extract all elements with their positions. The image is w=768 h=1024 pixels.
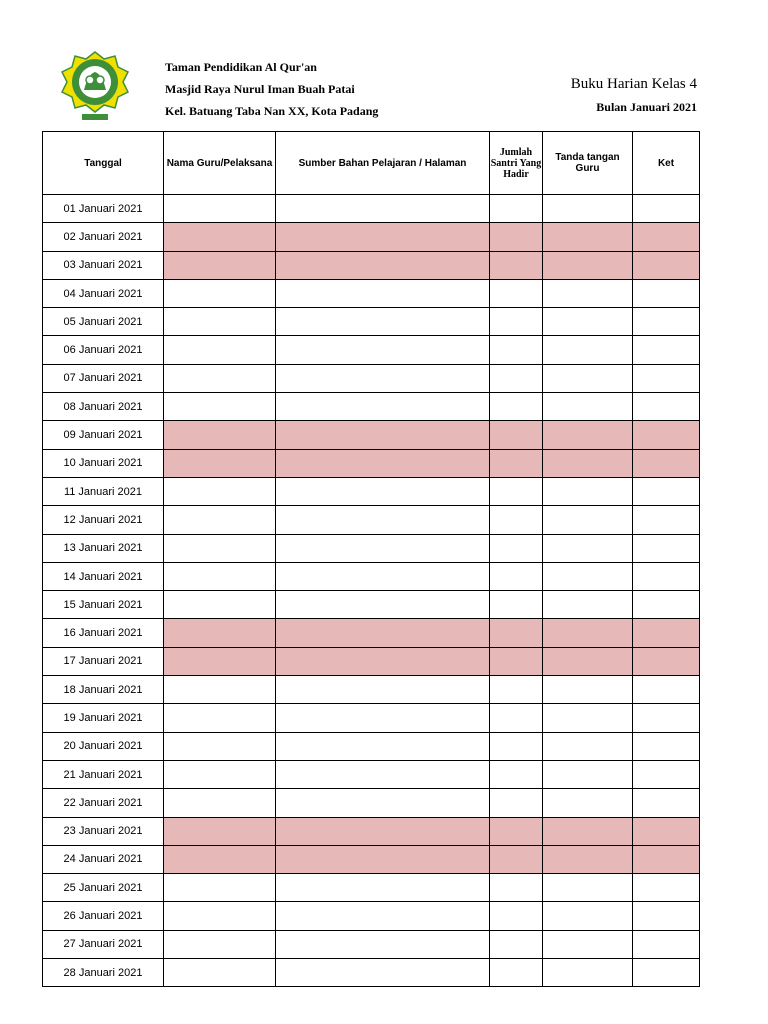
teacher-cell[interactable]: [164, 704, 276, 732]
teacher-cell[interactable]: [164, 421, 276, 449]
teacher-cell[interactable]: [164, 477, 276, 505]
date-cell: 12 Januari 2021: [43, 506, 164, 534]
material-cell[interactable]: [276, 195, 490, 223]
month-label: Bulan Januari 2021: [596, 100, 697, 114]
attendance-cell[interactable]: [490, 676, 543, 704]
date-cell: 13 Januari 2021: [43, 534, 164, 562]
date-cell: 07 Januari 2021: [43, 364, 164, 392]
table-row: [43, 534, 700, 562]
teacher-cell[interactable]: [164, 760, 276, 788]
material-cell[interactable]: [276, 959, 490, 987]
attendance-cell[interactable]: [490, 421, 543, 449]
material-cell[interactable]: [276, 619, 490, 647]
table-row: [43, 421, 700, 449]
teacher-cell[interactable]: [164, 506, 276, 534]
signature-cell[interactable]: [543, 308, 633, 336]
date-cell: 16 Januari 2021: [43, 619, 164, 647]
notes-cell[interactable]: [633, 619, 700, 647]
date-cell: 02 Januari 2021: [43, 223, 164, 251]
attendance-cell[interactable]: [490, 817, 543, 845]
attendance-cell[interactable]: [490, 845, 543, 873]
signature-cell[interactable]: [543, 591, 633, 619]
notes-cell[interactable]: [633, 789, 700, 817]
material-cell[interactable]: [276, 817, 490, 845]
date-cell: 06 Januari 2021: [43, 336, 164, 364]
notes-cell[interactable]: [633, 279, 700, 307]
notes-cell[interactable]: [633, 562, 700, 590]
material-cell[interactable]: [276, 251, 490, 279]
teacher-cell[interactable]: [164, 393, 276, 421]
notes-cell[interactable]: [633, 760, 700, 788]
attendance-cell[interactable]: [490, 506, 543, 534]
date-cell: 15 Januari 2021: [43, 591, 164, 619]
table-row: [43, 336, 700, 364]
mosque-name: Masjid Raya Nurul Iman Buah Patai: [165, 82, 355, 96]
notes-cell[interactable]: [633, 506, 700, 534]
table-row: [43, 562, 700, 590]
material-cell[interactable]: [276, 364, 490, 392]
table-row: [43, 393, 700, 421]
attendance-cell[interactable]: [490, 534, 543, 562]
date-cell: 19 Januari 2021: [43, 704, 164, 732]
school-info: [165, 59, 378, 125]
signature-cell[interactable]: [543, 732, 633, 760]
table-row: [43, 449, 700, 477]
table-row: [43, 789, 700, 817]
attendance-cell[interactable]: [490, 393, 543, 421]
table-row: [43, 251, 700, 279]
table-row: [43, 704, 700, 732]
attendance-cell[interactable]: [490, 591, 543, 619]
signature-cell[interactable]: [543, 336, 633, 364]
teacher-cell[interactable]: [164, 817, 276, 845]
teacher-cell[interactable]: [164, 195, 276, 223]
date-cell: 01 Januari 2021: [43, 195, 164, 223]
material-cell[interactable]: [276, 477, 490, 505]
notes-cell[interactable]: [633, 449, 700, 477]
table-header-row: [43, 132, 700, 195]
daily-log-table: [42, 131, 700, 987]
material-cell[interactable]: [276, 308, 490, 336]
signature-cell[interactable]: [543, 874, 633, 902]
table-row: [43, 223, 700, 251]
teacher-cell[interactable]: [164, 336, 276, 364]
material-cell[interactable]: [276, 534, 490, 562]
material-cell[interactable]: [276, 647, 490, 675]
table-row: [43, 760, 700, 788]
notes-cell[interactable]: [633, 195, 700, 223]
teacher-cell[interactable]: [164, 308, 276, 336]
attendance-cell[interactable]: [490, 223, 543, 251]
teacher-cell[interactable]: [164, 845, 276, 873]
table-row: [43, 676, 700, 704]
school-logo: [60, 50, 130, 125]
table-row: [43, 845, 700, 873]
material-cell[interactable]: [276, 393, 490, 421]
attendance-cell[interactable]: [490, 195, 543, 223]
notes-cell[interactable]: [633, 591, 700, 619]
table-row: [43, 308, 700, 336]
signature-cell[interactable]: [543, 195, 633, 223]
col-header-signature: Tanda tangan Guru: [543, 132, 633, 195]
address: Kel. Batuang Taba Nan XX, Kota Padang: [165, 104, 379, 118]
attendance-cell[interactable]: [490, 279, 543, 307]
table-row: [43, 902, 700, 930]
date-cell: 09 Januari 2021: [43, 421, 164, 449]
date-cell: 11 Januari 2021: [43, 477, 164, 505]
notes-cell[interactable]: [633, 817, 700, 845]
date-cell: 05 Januari 2021: [43, 308, 164, 336]
material-cell[interactable]: [276, 591, 490, 619]
attendance-cell[interactable]: [490, 308, 543, 336]
notes-cell[interactable]: [633, 647, 700, 675]
teacher-cell[interactable]: [164, 591, 276, 619]
col-header-attendance: Jumlah Santri Yang Hadir: [490, 132, 543, 195]
notes-cell[interactable]: [633, 364, 700, 392]
material-cell[interactable]: [276, 676, 490, 704]
col-header-teacher: Nama Guru/Pelaksana: [164, 132, 276, 195]
notes-cell[interactable]: [633, 534, 700, 562]
table-row: [43, 477, 700, 505]
attendance-cell[interactable]: [490, 789, 543, 817]
material-cell[interactable]: [276, 760, 490, 788]
signature-cell[interactable]: [543, 959, 633, 987]
signature-cell[interactable]: [543, 562, 633, 590]
teacher-cell[interactable]: [164, 789, 276, 817]
teacher-cell[interactable]: [164, 534, 276, 562]
material-cell[interactable]: [276, 506, 490, 534]
table-row: [43, 647, 700, 675]
material-cell[interactable]: [276, 732, 490, 760]
material-cell[interactable]: [276, 562, 490, 590]
signature-cell[interactable]: [543, 704, 633, 732]
teacher-cell[interactable]: [164, 619, 276, 647]
notes-cell[interactable]: [633, 421, 700, 449]
col-header-material: Sumber Bahan Pelajaran / Halaman: [276, 132, 490, 195]
material-cell[interactable]: [276, 845, 490, 873]
attendance-cell[interactable]: [490, 704, 543, 732]
attendance-cell[interactable]: [490, 874, 543, 902]
table-row: [43, 619, 700, 647]
signature-cell[interactable]: [543, 251, 633, 279]
teacher-cell[interactable]: [164, 449, 276, 477]
date-cell: 27 Januari 2021: [43, 930, 164, 958]
col-header-notes: Ket: [633, 132, 700, 195]
attendance-cell[interactable]: [490, 760, 543, 788]
date-cell: 24 Januari 2021: [43, 845, 164, 873]
signature-cell[interactable]: [543, 534, 633, 562]
date-cell: 25 Januari 2021: [43, 874, 164, 902]
attendance-cell[interactable]: [490, 449, 543, 477]
material-cell[interactable]: [276, 449, 490, 477]
teacher-cell[interactable]: [164, 364, 276, 392]
signature-cell[interactable]: [543, 845, 633, 873]
teacher-cell[interactable]: [164, 279, 276, 307]
signature-cell[interactable]: [543, 477, 633, 505]
table-row: [43, 279, 700, 307]
signature-cell[interactable]: [543, 789, 633, 817]
signature-cell[interactable]: [543, 817, 633, 845]
date-cell: 04 Januari 2021: [43, 279, 164, 307]
date-cell: 18 Januari 2021: [43, 676, 164, 704]
notes-cell[interactable]: [633, 251, 700, 279]
teacher-cell[interactable]: [164, 902, 276, 930]
table-row: [43, 364, 700, 392]
notes-cell[interactable]: [633, 676, 700, 704]
date-cell: 26 Januari 2021: [43, 902, 164, 930]
material-cell[interactable]: [276, 874, 490, 902]
school-name: Taman Pendidikan Al Qur'an: [165, 60, 317, 74]
table-row: [43, 959, 700, 987]
notes-cell[interactable]: [633, 477, 700, 505]
attendance-cell[interactable]: [490, 477, 543, 505]
date-cell: 14 Januari 2021: [43, 562, 164, 590]
teacher-cell[interactable]: [164, 930, 276, 958]
teacher-cell[interactable]: [164, 874, 276, 902]
date-cell: 08 Januari 2021: [43, 393, 164, 421]
notes-cell[interactable]: [633, 930, 700, 958]
date-cell: 10 Januari 2021: [43, 449, 164, 477]
date-cell: 28 Januari 2021: [43, 959, 164, 987]
date-cell: 22 Januari 2021: [43, 789, 164, 817]
teacher-cell[interactable]: [164, 251, 276, 279]
signature-cell[interactable]: [543, 393, 633, 421]
attendance-cell[interactable]: [490, 647, 543, 675]
material-cell[interactable]: [276, 279, 490, 307]
material-cell[interactable]: [276, 223, 490, 251]
table-row: [43, 930, 700, 958]
signature-cell[interactable]: [543, 647, 633, 675]
material-cell[interactable]: [276, 902, 490, 930]
attendance-cell[interactable]: [490, 336, 543, 364]
attendance-cell[interactable]: [490, 930, 543, 958]
teacher-cell[interactable]: [164, 732, 276, 760]
page-title: Buku Harian Kelas 4: [570, 76, 697, 92]
notes-cell[interactable]: [633, 732, 700, 760]
table-row: [43, 591, 700, 619]
signature-cell[interactable]: [543, 760, 633, 788]
teacher-cell[interactable]: [164, 676, 276, 704]
signature-cell[interactable]: [543, 676, 633, 704]
signature-cell[interactable]: [543, 902, 633, 930]
notes-cell[interactable]: [633, 902, 700, 930]
date-cell: 21 Januari 2021: [43, 760, 164, 788]
notes-cell[interactable]: [633, 845, 700, 873]
notes-cell[interactable]: [633, 308, 700, 336]
teacher-cell[interactable]: [164, 223, 276, 251]
notes-cell[interactable]: [633, 223, 700, 251]
signature-cell[interactable]: [543, 223, 633, 251]
signature-cell[interactable]: [543, 619, 633, 647]
teacher-cell[interactable]: [164, 562, 276, 590]
col-header-date: Tanggal: [43, 132, 164, 195]
material-cell[interactable]: [276, 930, 490, 958]
table-row: [43, 506, 700, 534]
table-row: [43, 732, 700, 760]
date-cell: 23 Januari 2021: [43, 817, 164, 845]
notes-cell[interactable]: [633, 336, 700, 364]
attendance-cell[interactable]: [490, 959, 543, 987]
date-cell: 17 Januari 2021: [43, 647, 164, 675]
table-row: [43, 195, 700, 223]
table-row: [43, 817, 700, 845]
signature-cell[interactable]: [543, 449, 633, 477]
attendance-cell[interactable]: [490, 562, 543, 590]
attendance-cell[interactable]: [490, 902, 543, 930]
table-row: [43, 874, 700, 902]
notes-cell[interactable]: [633, 959, 700, 987]
notes-cell[interactable]: [633, 874, 700, 902]
attendance-cell[interactable]: [490, 619, 543, 647]
material-cell[interactable]: [276, 421, 490, 449]
date-cell: 20 Januari 2021: [43, 732, 164, 760]
title-block: [571, 77, 697, 115]
teacher-cell[interactable]: [164, 647, 276, 675]
attendance-cell[interactable]: [490, 251, 543, 279]
material-cell[interactable]: [276, 336, 490, 364]
signature-cell[interactable]: [543, 421, 633, 449]
material-cell[interactable]: [276, 789, 490, 817]
signature-cell[interactable]: [543, 364, 633, 392]
material-cell[interactable]: [276, 704, 490, 732]
notes-cell[interactable]: [633, 704, 700, 732]
signature-cell[interactable]: [543, 279, 633, 307]
date-cell: 03 Januari 2021: [43, 251, 164, 279]
attendance-cell[interactable]: [490, 732, 543, 760]
signature-cell[interactable]: [543, 506, 633, 534]
signature-cell[interactable]: [543, 930, 633, 958]
attendance-cell[interactable]: [490, 364, 543, 392]
table-body: [43, 195, 700, 987]
teacher-cell[interactable]: [164, 959, 276, 987]
notes-cell[interactable]: [633, 393, 700, 421]
